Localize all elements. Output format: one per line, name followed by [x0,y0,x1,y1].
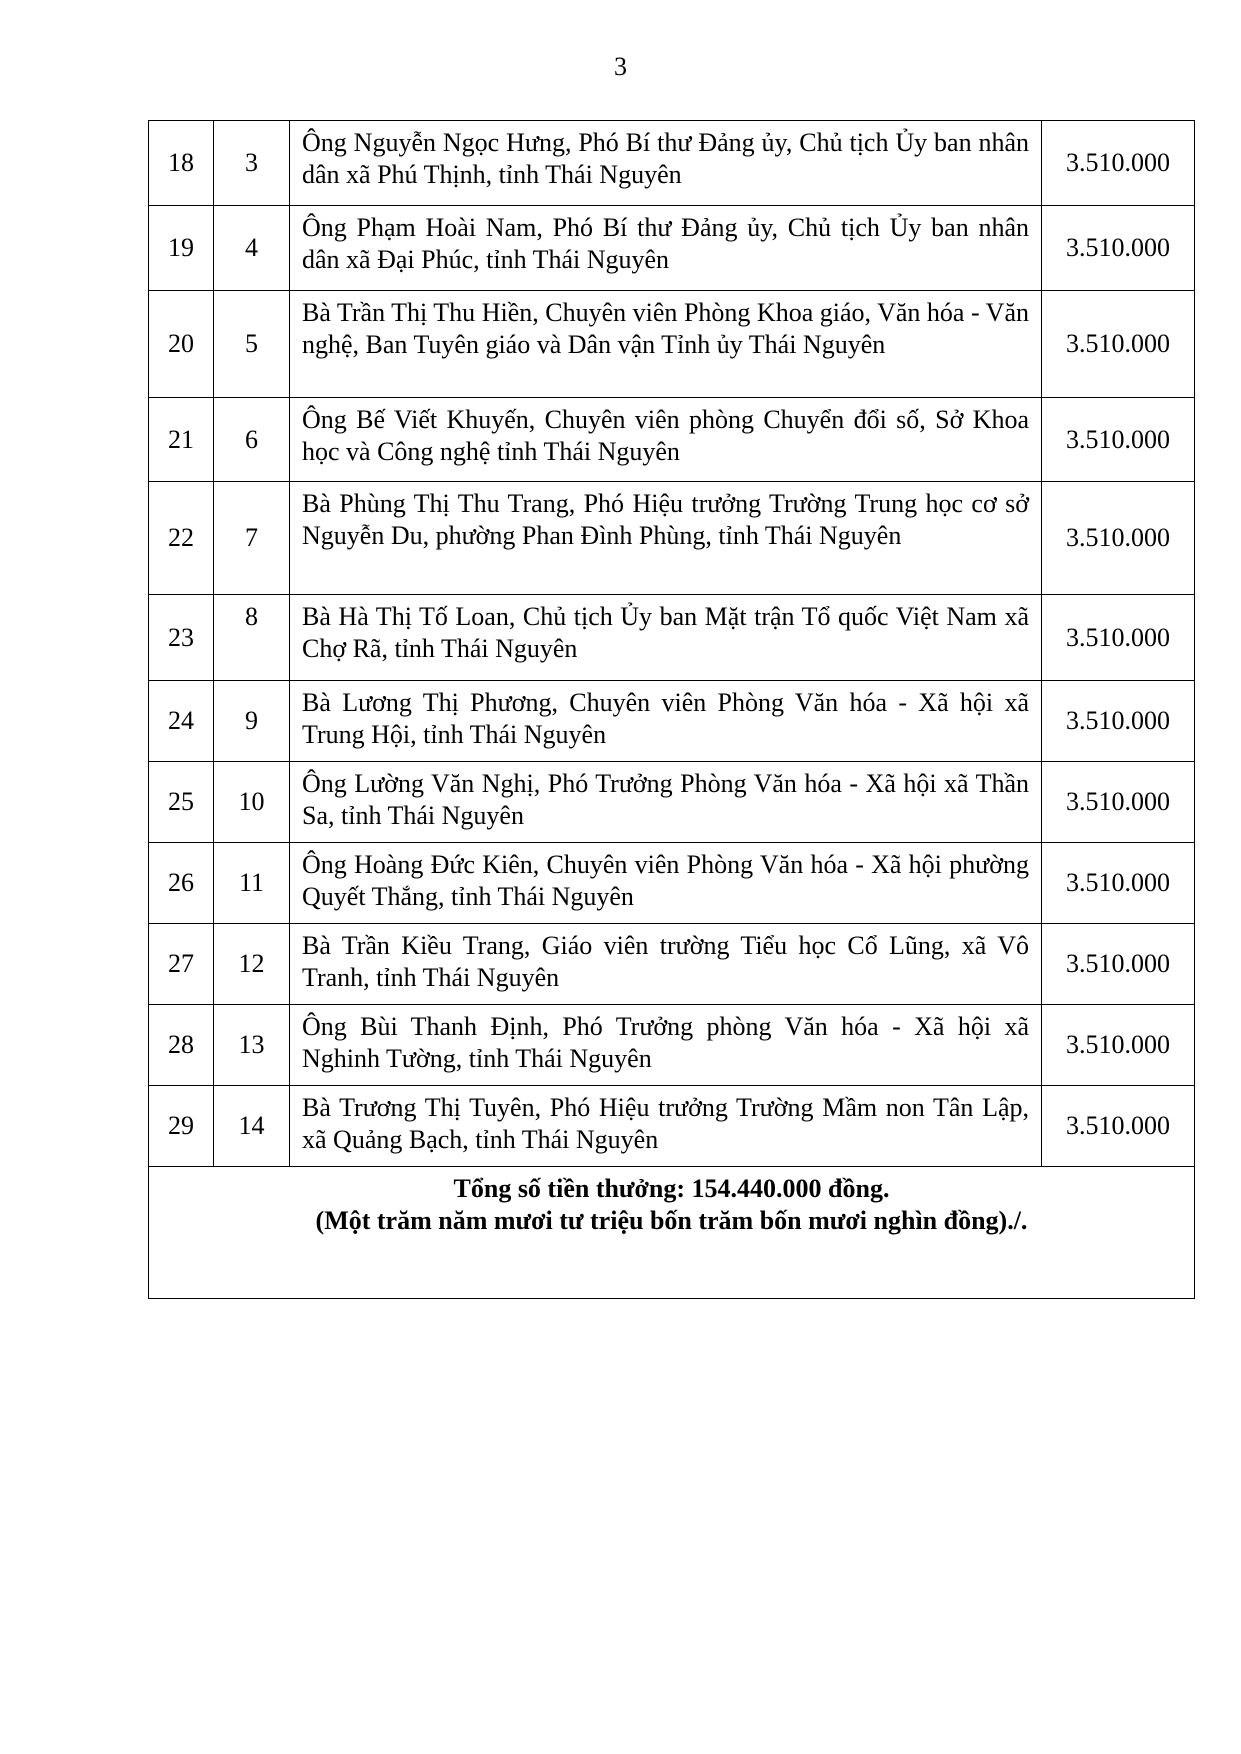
recipient-name: Bà Trần Kiều Trang, Giáo viên trường Tiểu học Cổ Lũng, xã Vô Tranh, tỉnh Thái Nguyên [290,924,1042,1005]
row-sub-index: 7 [214,482,290,595]
table-row [149,595,1195,681]
row-sub-index: 8 [214,595,290,681]
award-amount: 3.510.000 [1042,843,1195,924]
row-index: 18 [149,121,214,206]
row-index: 25 [149,762,214,843]
table-row [149,924,1195,1005]
page-number: 3 [614,52,627,81]
row-sub-index: 6 [214,398,290,482]
total-amount-in-words: (Một trăm năm mươi tư triệu bốn trăm bốn mươi nghìn đồng)./. [315,1206,1028,1235]
award-amount: 3.510.000 [1042,1086,1195,1167]
award-amount: 3.510.000 [1042,762,1195,843]
row-sub-index: 11 [214,843,290,924]
award-amount: 3.510.000 [1042,482,1195,595]
recipient-name: Ông Bế Viết Khuyến, Chuyên viên phòng Chuyển đổi số, Sở Khoa học và Công nghệ tỉnh Thái Nguyên [290,398,1042,482]
table-row [149,681,1195,762]
table-row [149,1005,1195,1086]
row-sub-index: 5 [214,291,290,398]
award-amount: 3.510.000 [1042,924,1195,1005]
table-row [149,762,1195,843]
recipient-name: Ông Nguyễn Ngọc Hưng, Phó Bí thư Đảng ủy, Chủ tịch Ủy ban nhân dân xã Phú Thịnh, tỉnh Thái Nguyên [290,121,1042,206]
recipient-name: Ông Lường Văn Nghị, Phó Trưởng Phòng Văn hóa - Xã hội xã Thần Sa, tỉnh Thái Nguyên [290,762,1042,843]
row-index: 29 [149,1086,214,1167]
row-index: 27 [149,924,214,1005]
row-index: 21 [149,398,214,482]
row-index: 23 [149,595,214,681]
recipient-name: Bà Hà Thị Tố Loan, Chủ tịch Ủy ban Mặt trận Tổ quốc Việt Nam xã Chợ Rã, tỉnh Thái Nguyên [290,595,1042,681]
table-row [149,843,1195,924]
row-index: 26 [149,843,214,924]
recipient-name: Ông Bùi Thanh Định, Phó Trưởng phòng Văn hóa - Xã hội xã Nghinh Tường, tỉnh Thái Nguyên [290,1005,1042,1086]
award-table-body [149,121,1195,1299]
award-amount: 3.510.000 [1042,206,1195,291]
table-row [149,206,1195,291]
recipient-name: Bà Trần Thị Thu Hiền, Chuyên viên Phòng Khoa giáo, Văn hóa - Văn nghệ, Ban Tuyên giáo và Dân vận Tỉnh ủy Thái Nguyên [290,291,1042,398]
row-sub-index: 13 [214,1005,290,1086]
award-table [148,120,1195,1299]
row-sub-index: 4 [214,206,290,291]
award-amount: 3.510.000 [1042,1005,1195,1086]
recipient-name: Bà Phùng Thị Thu Trang, Phó Hiệu trưởng Trường Trung học cơ sở Nguyễn Du, phường Phan Đình Phùng, tỉnh Thái Nguyên [290,482,1042,595]
row-sub-index: 10 [214,762,290,843]
table-row [149,291,1195,398]
recipient-name: Bà Lương Thị Phương, Chuyên viên Phòng Văn hóa - Xã hội xã Trung Hội, tỉnh Thái Nguyên [290,681,1042,762]
row-sub-index: 3 [214,121,290,206]
row-index: 24 [149,681,214,762]
award-amount: 3.510.000 [1042,121,1195,206]
total-row [149,1167,1195,1299]
recipient-name: Ông Phạm Hoài Nam, Phó Bí thư Đảng ủy, Chủ tịch Ủy ban nhân dân xã Đại Phúc, tỉnh Thái Nguyên [290,206,1042,291]
total-summary [149,1167,1195,1299]
recipient-name: Bà Trương Thị Tuyên, Phó Hiệu trưởng Trường Mầm non Tân Lập, xã Quảng Bạch, tỉnh Thái Nguyên [290,1086,1042,1167]
award-amount: 3.510.000 [1042,595,1195,681]
row-sub-index: 14 [214,1086,290,1167]
table-row [149,1086,1195,1167]
row-sub-index: 9 [214,681,290,762]
total-amount: Tổng số tiền thưởng: 154.440.000 đồng. [453,1174,890,1203]
row-index: 19 [149,206,214,291]
award-amount: 3.510.000 [1042,291,1195,398]
row-index: 20 [149,291,214,398]
table-row [149,398,1195,482]
table-row [149,482,1195,595]
award-amount: 3.510.000 [1042,681,1195,762]
recipient-name: Ông Hoàng Đức Kiên, Chuyên viên Phòng Văn hóa - Xã hội phường Quyết Thắng, tỉnh Thái Nguyên [290,843,1042,924]
row-index: 22 [149,482,214,595]
row-sub-index: 12 [214,924,290,1005]
award-amount: 3.510.000 [1042,398,1195,482]
row-index: 28 [149,1005,214,1086]
table-row [149,121,1195,206]
